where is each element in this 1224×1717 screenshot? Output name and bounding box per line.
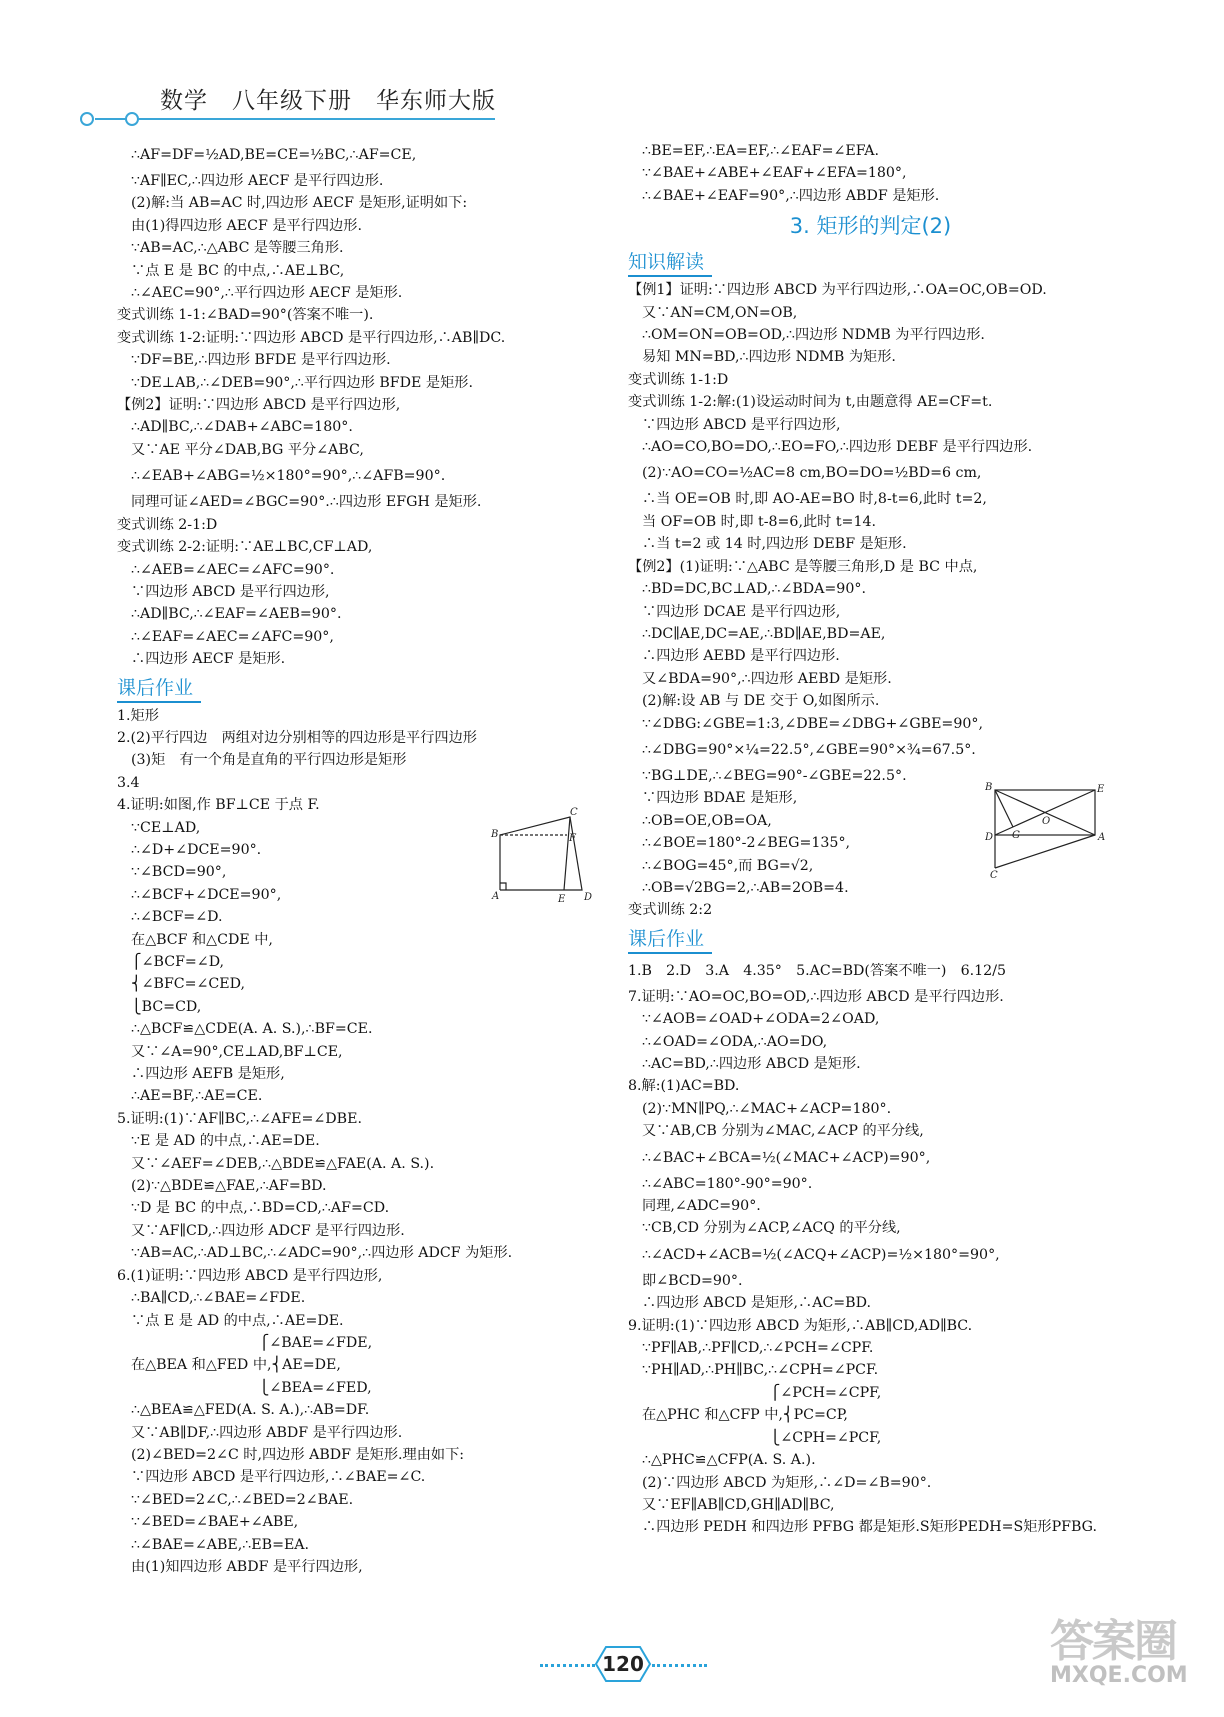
answer-line: ∵四边形 DCAE 是平行四边形,	[642, 603, 841, 620]
fig2-label-b: B	[985, 782, 993, 793]
answer-line: ∴∠AEC=90°,∴平行四边形 AECF 是矩形.	[131, 285, 403, 302]
answer-line: ∵D 是 BC 的中点,∴BD=CD,∴AF=CD.	[131, 1200, 390, 1217]
answer-line: ∴∠BAE+∠EAF=90°,∴四边形 ABDF 是矩形.	[642, 187, 940, 204]
section-heading: 课后作业	[117, 675, 201, 703]
answer-line: ∴∠BAC+∠BCA=½(∠MAC+∠ACP)=90°,	[642, 1149, 931, 1166]
answer-line: ∴四边形 AEFB 是矩形,	[131, 1066, 285, 1083]
section-heading-row	[628, 922, 1113, 956]
answer-line: ∴∠BCF=∠D.	[131, 909, 223, 926]
figure-quadrilateral-abcd	[490, 805, 600, 905]
answer-line: 当 OF=OB 时,即 t-8=6,此时 t=14.	[642, 513, 877, 530]
fig2-label-d: D	[985, 832, 994, 843]
answer-line: ∵CB,CD 分别为∠ACP,∠ACQ 的平分线,	[642, 1220, 901, 1237]
fig1-label-f: F	[569, 833, 576, 844]
answer-line: ∴∠DBG=90°×¼=22.5°,∠GBE=90°×¾=67.5°.	[642, 741, 976, 758]
question-line: 1.B 2.D 3.A 4.35° 5.AC=BD(答案不唯一) 6.12/5	[628, 962, 1007, 979]
answer-line: (2)∠BED=2∠C 时,四边形 ABDF 是矩形.理由如下:	[131, 1446, 465, 1463]
answer-line: ∴∠EAF=∠AEC=∠AFC=90°,	[131, 628, 334, 645]
chapter-title: 3. 矩形的判定(2)	[789, 214, 952, 239]
exercise-heading-line: 变式训练 2:2	[628, 902, 713, 919]
answer-line: ⎨∠BFC=∠CED,	[131, 976, 246, 993]
answer-line: ⎩∠CPH=∠PCF,	[642, 1429, 882, 1446]
answer-line: 由(1)知四边形 ABDF 是平行四边形,	[131, 1558, 363, 1575]
answer-line: ∴OM=ON=OB=OD,∴四边形 NDMB 为平行四边形.	[642, 327, 985, 344]
question-line: 7.证明:∵AO=OC,BO=OD,∴四边形 ABCD 是平行四边形.	[628, 988, 1004, 1005]
exercise-heading-line: 变式训练 2-1:D	[117, 516, 218, 533]
answer-line: 即∠BCD=90°.	[642, 1272, 743, 1289]
question-line: 9.证明:(1)∵四边形 ABCD 为矩形,∴AB∥CD,AD∥BC.	[628, 1317, 973, 1334]
answer-line: (2)∵AO=CO=½AC=8 cm,BO=DO=½BD=6 cm,	[642, 465, 982, 482]
answer-line: ∴AD∥BC,∴∠DAB+∠ABC=180°.	[131, 419, 353, 436]
answer-line: (2)解:设 AB 与 DE 交于 O,如图所示.	[642, 693, 880, 710]
answer-line: ∴∠BCF+∠DCE=90°,	[131, 886, 282, 903]
watermark-text: 答案圈	[1050, 1616, 1176, 1667]
answer-line: ∴四边形 AEBD 是平行四边形.	[642, 648, 840, 665]
exercise-heading-line: 【例2】证明:∵四边形 ABCD 是平行四边形,	[117, 397, 401, 414]
question-line: 4.证明:如图,作 BF⊥CE 于点 F.	[117, 797, 320, 814]
answer-line: ∴AE=BF,∴AE=CE.	[131, 1088, 263, 1105]
answer-line: 同理,∠ADC=90°.	[642, 1198, 761, 1215]
watermark-url: MXQE.COM	[1050, 1663, 1188, 1688]
answer-line: 由(1)得四边形 AECF 是平行四边形.	[131, 217, 362, 234]
answer-line: 又∠BDA=90°,∴四边形 AEBD 是矩形.	[642, 670, 892, 687]
answer-line: ∴BA∥CD,∴∠BAE=∠FDE.	[131, 1290, 306, 1307]
exercise-heading-line: 变式训练 1-1:D	[628, 371, 729, 388]
answer-line: ∵∠BAE+∠ABE+∠EAF+∠EFA=180°,	[642, 165, 907, 182]
answer-line: ∵E 是 AD 的中点,∴AE=DE.	[131, 1133, 320, 1150]
answer-line: 又∵AB,CB 分别为∠MAC,∠ACP 的平分线,	[642, 1123, 924, 1140]
answer-line: ∵BG⊥DE,∴∠BEG=90°-∠GBE=22.5°.	[642, 767, 907, 784]
answer-line: ∴∠ACD+∠ACB=½(∠ACQ+∠ACP)=½×180°=90°,	[642, 1246, 1000, 1263]
answer-line: 在△BEA 和△FED 中,⎨AE=DE,	[131, 1357, 341, 1374]
answer-line: ∵四边形 ABCD 是平行四边形,∴∠BAE=∠C.	[131, 1469, 426, 1486]
section-heading-row	[628, 245, 1113, 279]
answer-line: (3)矩 有一个角是直角的平行四边形是矩形	[131, 752, 407, 769]
fig2-label-o: O	[1042, 816, 1051, 827]
fig1-label-b: B	[491, 829, 499, 840]
page-header	[0, 0, 1224, 130]
answer-line: ∴AD∥BC,∴∠EAF=∠AEB=90°.	[131, 606, 342, 623]
answer-line: ∵AF∥EC,∴四边形 AECF 是平行四边形.	[131, 173, 384, 189]
answer-line: (2)解:当 AB=AC 时,四边形 AECF 是矩形,证明如下:	[131, 195, 468, 212]
answer-line: ∴∠D+∠DCE=90°.	[131, 841, 262, 858]
answer-line: ∴当 OE=OB 时,即 AO-AE=BO 时,8-t=6,此时 t=2,	[642, 491, 987, 508]
fig2-label-c: C	[990, 870, 998, 880]
answer-line: ∵AB=AC,∴△ABC 是等腰三角形.	[131, 240, 344, 257]
exercise-heading-line: 变式训练 2-2:证明:∵AE⊥BC,CF⊥AD,	[117, 539, 373, 556]
question-line: 8.解:(1)AC=BD.	[628, 1078, 740, 1095]
fig2-label-g: G	[1012, 830, 1020, 841]
answer-line: ∴∠AEB=∠AEC=∠AFC=90°.	[131, 561, 335, 578]
answer-line: ∵CE⊥AD,	[131, 819, 201, 836]
answer-line: 又∵AB∥DF,∴四边形 ABDF 是平行四边形.	[131, 1424, 403, 1441]
question-line: 2.(2)平行四边 两组对边分别相等的四边形是平行四边形	[117, 729, 477, 746]
answer-line: ∴∠OAD=∠ODA,∴AO=DO,	[642, 1033, 828, 1050]
answer-line: ∴△BEA≌△FED(A. S. A.),∴AB=DF.	[131, 1402, 370, 1419]
answer-line: ∴∠EAB+∠ABG=½×180°=90°,∴∠AFB=90°.	[131, 468, 446, 485]
answer-line: ∴四边形 ABCD 是矩形,∴AC=BD.	[642, 1295, 871, 1312]
answer-line: ⎧∠BCF=∠D,	[131, 954, 225, 970]
answer-line: ∴当 t=2 或 14 时,四边形 DEBF 是矩形.	[642, 536, 907, 553]
answer-line: ∴四边形 AECF 是矩形.	[131, 651, 286, 668]
answer-line: ⎩∠BEA=∠FED,	[131, 1379, 372, 1396]
header-dot-mid	[125, 112, 139, 126]
watermark-logo	[1050, 1605, 1220, 1715]
answer-line: ⎧∠BAE=∠FDE,	[131, 1334, 373, 1351]
answer-line: 又∵AE 平分∠DAB,BG 平分∠ABC,	[131, 441, 364, 458]
answer-line: ∴BE=EF,∴EA=EF,∴∠EAF=∠EFA.	[642, 143, 880, 159]
answer-line: ∵∠DBG:∠GBE=1:3,∠DBE=∠DBG+∠GBE=90°,	[642, 715, 983, 732]
answer-line: (2)∵△BDE≌△FAE,∴AF=BD.	[131, 1178, 327, 1195]
answer-line: 又∵AN=CM,ON=OB,	[642, 304, 798, 321]
section-heading-row	[117, 671, 607, 705]
page-number: 120	[602, 1652, 644, 1676]
answer-line: 同理可证∠AED=∠BGC=90°.∴四边形 EFGH 是矩形.	[131, 494, 482, 511]
exercise-heading-line: 【例2】(1)证明:∵△ABC 是等腰三角形,D 是 BC 中点,	[628, 558, 978, 575]
answer-line: ∵四边形 ABCD 是平行四边形,	[131, 583, 330, 600]
answer-line: ∴△BCF≌△CDE(A. A. S.),∴BF=CE.	[131, 1021, 373, 1038]
answer-line: ∴四边形 PEDH 和四边形 PFBG 都是矩形.S矩形PEDH=S矩形PFBG.	[642, 1519, 1098, 1536]
answer-line: ∴∠BOG=45°,而 BG=√2,	[642, 857, 814, 874]
answer-line: ∵DE⊥AB,∴∠DEB=90°,∴平行四边形 BFDE 是矩形.	[131, 374, 473, 391]
answer-line: ∵点 E 是 AD 的中点,∴AE=DE.	[131, 1312, 344, 1329]
pager-dots-left	[540, 1664, 595, 1667]
header-dot-left	[80, 112, 94, 126]
answer-line: ∵AB=AC,∴AD⊥BC,∴∠ADC=90°,∴四边形 ADCF 为矩形.	[131, 1245, 513, 1262]
answer-line: ∴OB=√2BG=2,∴AB=2OB=4.	[642, 879, 849, 896]
answer-line: ∴DC∥AE,DC=AE,∴BD∥AE,BD=AE,	[642, 625, 886, 642]
fig1-label-a: A	[492, 891, 500, 902]
answer-line: 又∵∠AEF=∠DEB,∴△BDE≌△FAE(A. A. S.).	[131, 1155, 435, 1172]
answer-line: 又∵EF∥AB∥CD,GH∥AD∥BC,	[642, 1496, 835, 1513]
answer-line: 易知 MN=BD,∴四边形 NDMB 为矩形.	[642, 349, 896, 366]
answer-line: ∵PF∥AB,∴PF∥CD,∴∠PCH=∠CPF.	[642, 1340, 874, 1357]
answer-line: ∴AO=CO,BO=DO,∴EO=FO,∴四边形 DEBF 是平行四边形.	[642, 439, 1033, 456]
section-heading: 知识解读	[628, 249, 712, 277]
fig2-label-e: E	[1097, 784, 1105, 795]
answer-line: ∴AC=BD,∴四边形 ABCD 是矩形.	[642, 1056, 861, 1072]
answer-line: ∵点 E 是 BC 的中点,∴AE⊥BC,	[131, 262, 345, 279]
question-line: 6.(1)证明:∵四边形 ABCD 是平行四边形,	[117, 1267, 383, 1284]
fig1-label-c: C	[570, 807, 578, 818]
answer-line: ∴BD=DC,BC⊥AD,∴∠BDA=90°.	[642, 581, 866, 598]
answer-line: ∵四边形 ABCD 是平行四边形,	[642, 416, 841, 433]
page-number-badge	[540, 1645, 705, 1685]
answer-line: (2)∵四边形 ABCD 为矩形,∴∠D=∠B=90°.	[642, 1474, 932, 1491]
pager-dots-right	[652, 1664, 707, 1667]
answer-line: ∵∠AOB=∠OAD+∠ODA=2∠OAD,	[642, 1011, 880, 1028]
answer-line: ∵∠BCD=90°,	[131, 864, 227, 881]
answer-line: ∴∠BAE=∠ABE,∴EB=EA.	[131, 1536, 310, 1553]
answer-line: ∵PH∥AD,∴PH∥BC,∴∠CPH=∠PCF.	[642, 1362, 879, 1379]
answer-line: ∵DF=BE,∴四边形 BFDE 是平行四边形.	[131, 352, 391, 369]
header-rule	[95, 118, 495, 120]
fig1-label-d: D	[584, 892, 593, 903]
answer-line: ∴AF=DF=½AD,BE=CE=½BC,∴AF=CE,	[131, 147, 417, 163]
answer-line: ∵∠BED=2∠C,∴∠BED=2∠BAE.	[131, 1491, 354, 1508]
answer-line: 在△BCF 和△CDE 中,	[131, 931, 273, 948]
answer-line: ∵四边形 BDAE 是矩形,	[642, 790, 798, 807]
question-line: 1.矩形	[117, 707, 159, 724]
exercise-heading-line: 【例1】证明:∵四边形 ABCD 为平行四边形,∴OA=OC,OB=OD.	[628, 282, 1047, 299]
answer-line: ∴∠BOE=180°-2∠BEG=135°,	[642, 835, 851, 852]
exercise-heading-line: 变式训练 1-2:解:(1)设运动时间为 t,由题意得 AE=CF=t.	[628, 394, 993, 411]
section-heading: 课后作业	[628, 926, 712, 954]
fig1-label-e: E	[558, 894, 566, 905]
book-title: 数学 八年级下册 华东师大版	[160, 88, 496, 114]
exercise-heading-line: 变式训练 1-2:证明:∵四边形 ABCD 是平行四边形,∴AB∥DC.	[117, 329, 506, 346]
answer-line: ⎩BC=CD,	[131, 998, 202, 1015]
answer-line: (2)∵MN∥PQ,∴∠MAC+∠ACP=180°.	[642, 1100, 892, 1117]
figure-rectangle-bdae	[985, 780, 1110, 880]
answer-line: 又∵∠A=90°,CE⊥AD,BF⊥CE,	[131, 1043, 343, 1060]
answer-line: ∴△PHC≌△CFP(A. S. A.).	[642, 1452, 816, 1469]
answer-line: ⎧∠PCH=∠CPF,	[642, 1384, 882, 1401]
question-line: 3.4	[117, 774, 140, 791]
question-line: 5.证明:(1)∵AF∥BC,∴∠AFE=∠DBE.	[117, 1110, 362, 1127]
answer-line: ∴OB=OE,OB=OA,	[642, 812, 772, 829]
fig2-label-a: A	[1098, 832, 1106, 843]
answer-line: ∵∠BED=∠BAE+∠ABE,	[131, 1514, 299, 1531]
answer-line: ∴∠ABC=180°-90°=90°.	[642, 1175, 813, 1192]
answer-line: 又∵AF∥CD,∴四边形 ADCF 是平行四边形.	[131, 1222, 405, 1239]
exercise-heading-line: 变式训练 1-1:∠BAD=90°(答案不唯一).	[117, 307, 374, 324]
answer-line: 在△PHC 和△CFP 中,⎨PC=CP,	[642, 1407, 848, 1424]
